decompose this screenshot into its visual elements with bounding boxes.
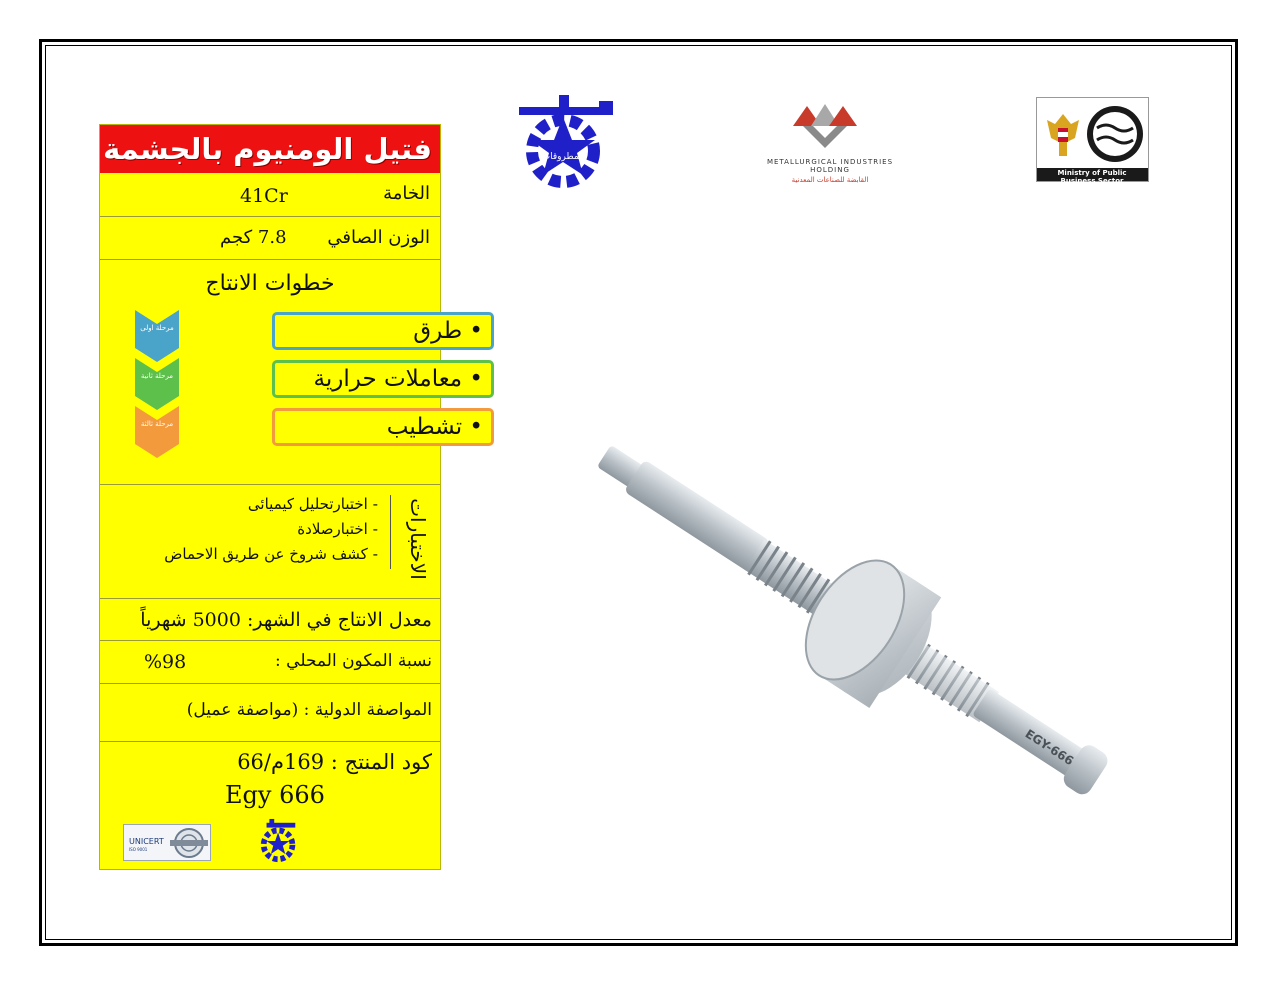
step-finishing: • تشطيب bbox=[272, 408, 494, 446]
net-weight-label: الوزن الصافي bbox=[327, 227, 430, 248]
local-component-value: %98 bbox=[144, 651, 187, 673]
stage-3-chevron bbox=[135, 406, 179, 458]
stage-1-chevron bbox=[135, 310, 179, 362]
product-code: كود المنتج : 169م/66 bbox=[237, 750, 432, 774]
matrouqat-logo bbox=[515, 95, 615, 191]
metallurgical-logo-text bbox=[760, 158, 900, 184]
product-bolt-image bbox=[555, 440, 1175, 800]
product-title: فتيل الومنيوم بالجشمة bbox=[100, 125, 440, 173]
unicert-seal-icon bbox=[170, 827, 208, 859]
local-component-label: نسبة المكون المحلي : bbox=[275, 651, 432, 671]
matrouqat-logo-text: المطروقات bbox=[541, 152, 585, 162]
divider bbox=[100, 216, 440, 217]
test-chemical: - اختبارتحليل كيميائى bbox=[247, 495, 378, 513]
monthly-rate: معدل الانتاج في الشهر: 5000 شهرياً bbox=[140, 609, 432, 631]
divider bbox=[100, 741, 440, 742]
unicert-sub: ISO 9001 bbox=[129, 847, 148, 852]
ministry-text: Ministry of Public Business Sector bbox=[1057, 169, 1127, 185]
bolt-marking: EGY-666 bbox=[1022, 726, 1077, 769]
tests-separator bbox=[390, 495, 391, 569]
divider bbox=[100, 598, 440, 599]
test-crack-detection: - كشف شروخ عن طريق الاحماض bbox=[164, 545, 378, 563]
unicert-logo bbox=[123, 824, 211, 861]
stage-3-label: مرحلة ثالثة bbox=[140, 420, 174, 428]
stage-2-chevron bbox=[135, 358, 179, 410]
unicert-text: UNICERT bbox=[129, 837, 164, 846]
international-spec: المواصفة الدولية : (مواصفة عميل) bbox=[186, 700, 432, 720]
divider bbox=[100, 484, 440, 485]
step-forging: • طرق bbox=[272, 312, 494, 350]
tests-title: الاختبارات bbox=[406, 498, 431, 580]
material-value: 41Cr bbox=[240, 185, 288, 207]
stage-2-label: مرحلة ثانية bbox=[140, 372, 174, 380]
product-code-egy: Egy 666 bbox=[225, 781, 325, 809]
production-steps-title: خطوات الانتاج bbox=[205, 271, 335, 296]
step-heat-treatment: • معاملات حرارية bbox=[272, 360, 494, 398]
metallurgical-en: METALLURGICAL INDUSTRIES HOLDING bbox=[766, 158, 894, 174]
divider bbox=[100, 259, 440, 260]
net-weight-value: 7.8 كجم bbox=[220, 227, 287, 248]
material-label: الخامة bbox=[383, 183, 430, 204]
egypt-eagle-emblem-icon bbox=[1037, 98, 1148, 168]
matrouqat-small-logo bbox=[255, 818, 303, 864]
divider bbox=[100, 683, 440, 684]
divider bbox=[100, 640, 440, 641]
ministry-logo bbox=[1036, 97, 1149, 185]
stage-1-label: مرحلة اولى bbox=[140, 324, 174, 332]
metallurgical-ar: القابضة للصناعات المعدنية bbox=[791, 176, 869, 184]
test-hardness: - اختبارصلادة bbox=[297, 520, 378, 538]
metallurgical-logo-mark bbox=[785, 98, 865, 153]
spec-card bbox=[99, 124, 483, 870]
